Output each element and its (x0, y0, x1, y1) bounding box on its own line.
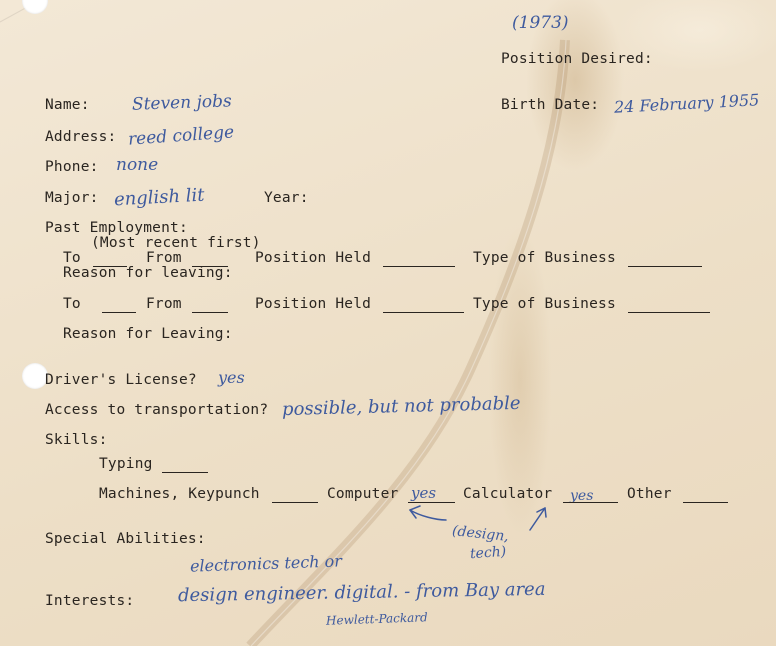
computer-label: Computer (327, 486, 399, 502)
address-value: reed college (127, 122, 235, 150)
birth-date-label: Birth Date: (501, 97, 600, 113)
interests-line-3: Hewlett-Packard (325, 610, 428, 628)
interests-label: Interests: (45, 593, 135, 609)
calculator-label: Calculator (463, 486, 553, 502)
position-held-blank-2 (383, 312, 464, 313)
reason-for-leaving-label-1: Reason for leaving: (63, 265, 233, 281)
skills-label: Skills: (45, 432, 108, 448)
position-held-label-2: Position Held (255, 296, 372, 312)
phone-value: none (116, 155, 159, 175)
punch-hole-top (22, 0, 48, 14)
type-of-business-label-2: Type of Business (473, 296, 616, 312)
position-held-blank-1 (383, 266, 455, 267)
computer-value: yes (411, 484, 437, 502)
special-abilities-note-1: (design, (451, 523, 510, 545)
type-of-business-label-1: Type of Business (473, 250, 616, 266)
major-value: english lit (113, 184, 206, 211)
name-label: Name: (45, 97, 90, 113)
year-label: Year: (264, 190, 309, 206)
employment-from-label-1: From (146, 250, 182, 266)
other-label: Other (627, 486, 672, 502)
employment-from-label-2: From (146, 296, 182, 312)
past-employment-label: Past Employment: (45, 220, 188, 236)
employment-to-label-1: To (63, 250, 81, 266)
year-annotation: (1973) (512, 13, 569, 33)
keypunch-blank (272, 502, 318, 503)
reason-for-leaving-label-2: Reason for Leaving: (63, 326, 233, 342)
transportation-value: possible, but not probable (281, 392, 521, 421)
typing-label: Typing (99, 456, 153, 472)
interests-line-2: design engineer. digital. - from Bay area (177, 578, 546, 607)
position-desired-label: Position Desired: (501, 51, 653, 67)
position-held-label-1: Position Held (255, 250, 372, 266)
past-employment-subtitle: (Most recent first) (91, 235, 261, 251)
special-abilities-note-2: tech) (469, 543, 507, 563)
drivers-license-label: Driver's License? (45, 372, 197, 388)
address-label: Address: (45, 129, 117, 145)
type-of-business-blank-2 (628, 312, 710, 313)
other-blank (683, 502, 728, 503)
calculator-blank (563, 502, 618, 503)
employment-to-blank-2 (102, 312, 136, 313)
machines-keypunch-label: Machines, Keypunch (99, 486, 260, 502)
birth-date-value: 24 February 1955 (613, 90, 760, 117)
calculator-value: yes (570, 488, 594, 504)
major-label: Major: (45, 190, 99, 206)
type-of-business-blank-1 (628, 266, 702, 267)
drivers-license-value: yes (218, 368, 245, 387)
interests-line-1: electronics tech or (189, 551, 343, 576)
phone-label: Phone: (45, 159, 99, 175)
employment-from-blank-2 (192, 312, 228, 313)
name-value: Steven jobs (131, 91, 232, 115)
typing-blank (162, 472, 208, 473)
computer-blank (408, 502, 455, 503)
transportation-label: Access to transportation? (45, 402, 269, 418)
special-abilities-label: Special Abilities: (45, 531, 206, 547)
employment-to-label-2: To (63, 296, 81, 312)
